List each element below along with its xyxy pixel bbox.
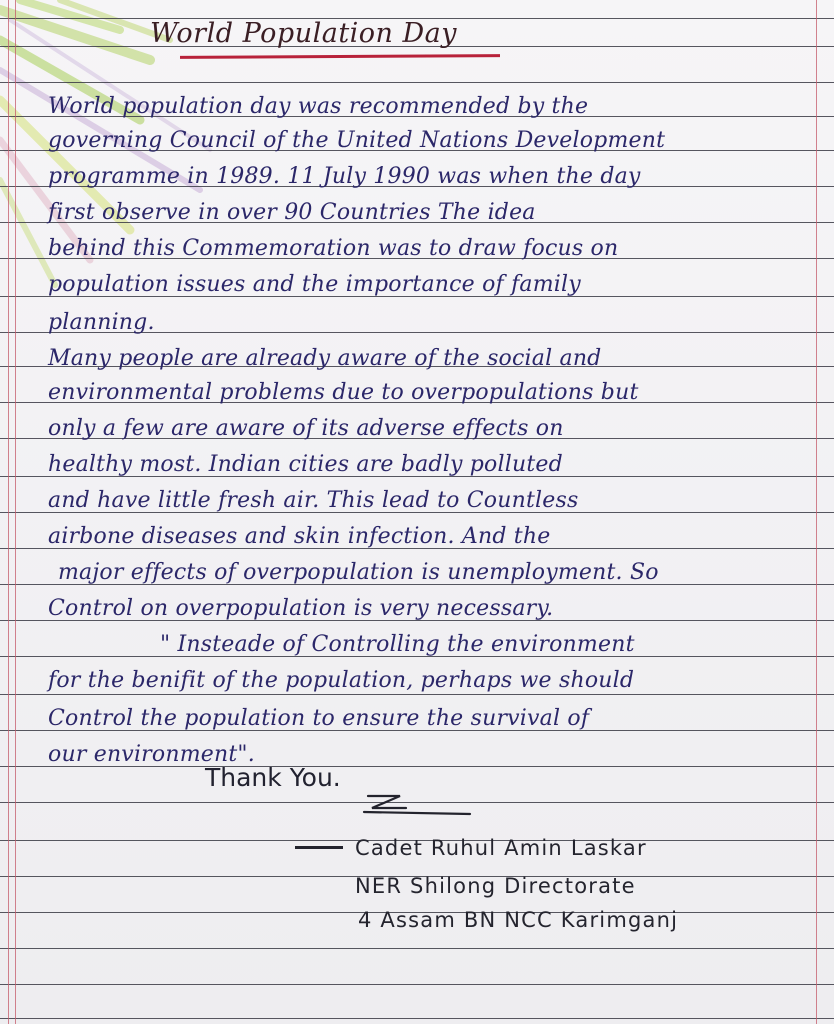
signature-dash bbox=[295, 846, 343, 849]
essay-line: Control on overpopulation is very necessary. bbox=[48, 596, 554, 621]
author-directorate: NER Shilong Directorate bbox=[355, 874, 636, 898]
essay-line: environmental problems due to overpopulations but bbox=[48, 380, 639, 405]
author-name: Cadet Ruhul Amin Laskar bbox=[355, 836, 647, 860]
title-underline bbox=[180, 54, 500, 59]
essay-line: and have little fresh air. This lead to Countless bbox=[48, 488, 579, 513]
author-unit: 4 Assam BN NCC Karimganj bbox=[358, 908, 679, 932]
left-margin-line bbox=[8, 0, 9, 1024]
essay-line: airbone diseases and skin infection. And the bbox=[48, 524, 551, 549]
essay-line: our environment". bbox=[48, 742, 255, 767]
essay-line: Many people are already aware of the social and bbox=[48, 346, 602, 371]
essay-line: first observe in over 90 Countries The idea bbox=[48, 200, 536, 225]
essay-line: " Insteade of Controlling the environment bbox=[160, 632, 635, 657]
essay-line: healthy most. Indian cities are badly polluted bbox=[48, 452, 563, 477]
essay-line: behind this Commemoration was to draw focus on bbox=[48, 236, 619, 261]
essay-line: major effects of overpopulation is unemployment. So bbox=[58, 560, 659, 585]
essay-line: programme in 1989. 11 July 1990 was when the day bbox=[48, 164, 641, 189]
ruled-line bbox=[0, 984, 834, 985]
left-margin-line-inner bbox=[15, 0, 16, 1024]
ruled-line bbox=[0, 82, 834, 83]
essay-line: population issues and the importance of family bbox=[48, 272, 581, 297]
ruled-line bbox=[0, 1018, 834, 1019]
essay-line: planning. bbox=[48, 310, 155, 335]
signature-scribble bbox=[360, 790, 480, 816]
essay-line: Control the population to ensure the survival of bbox=[48, 706, 590, 731]
essay-line: only a few are aware of its adverse effects on bbox=[48, 416, 564, 441]
essay-line: governing Council of the United Nations Development bbox=[48, 128, 666, 153]
essay-line: for the benifit of the population, perhaps we should bbox=[48, 668, 635, 693]
closing-text: Thank You. bbox=[205, 763, 341, 792]
essay-line: World population day was recommended by the bbox=[48, 94, 589, 119]
ruled-line bbox=[0, 948, 834, 949]
page-title: World Population Day bbox=[150, 18, 458, 49]
